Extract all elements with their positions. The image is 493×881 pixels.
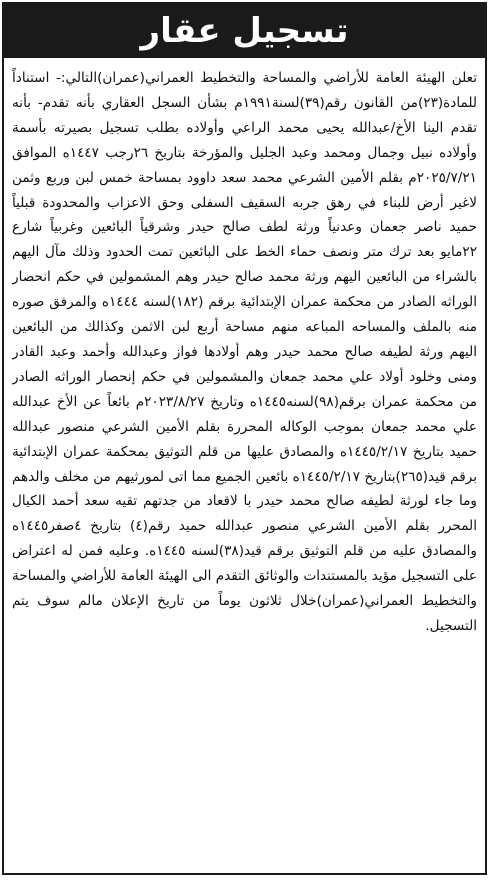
notice-body: تعلن الهيئة العامة للأراضي والمساحة والتخطيط العمراني(عمران)التالي:- استناداً للمادة(٢٣)من القانون رقم(٣٩)لسنة١٩٩١م بشأن السجل العقاري بأنه تقدم- بأنه تقدم الينا الأخ/عبدالله يحيى محمد الراعي وأولاده بطلب تسجيل بصيرته بأسمة وأولاده نبيل وجمال ومحمد وعبد الجليل والمؤرخة بتاريخ ٢٦رجب ١٤٤٧ه الموافق ٢٠٢٥/٧/٢١م بقلم الأمين الشرعي محمد سعد داوود بمساحة خمس لبن وربع وثمن لاغير أرض للبناء في رهق جربه السقيف السفلى وحق الاعزاب والمحدودة قبلياً حميد ناصر جعمان وعدنياً ورثة لطف صالح حيدر وشرقياً البائعين وغربياً شارع ٢٢مايو بعد ترك متر ونصف حماء الخط على البائعين تمت الحدود وذلك مآل اليهم بالشراء من البائعين اليهم ورثة محمد صالح حيدر وهم المشمولين في حكم انحصار الوراثه الصادر من محكمة عمران الإبتدائية برقم (١٨٢)لسنه ١٤٤٤ه والمرفق صوره منه بالملف والمساحه المباعه منهم مساحة أربع لبن الاثمن وكذالك من البائعين اليهم ورثة لطيفه صالح محمد حيدر وهم أولادها فواز وعبدالله وأحمد وعبد القادر ومنى وخلود أولاد علي محمد جمعان والمشمولين في حكم إنحصار الوراثه الصادر من محكمة عمران برقم(٩٨)لسنه١٤٤٥ه وتاريخ ٢٠٢٣/٨/٢٧م بائعاً عن الأخ عبدالله علي محمد جمعان بموجب الوكاله المحررة بقلم الأمين الشرعي منصور عبدالله حميد بتاريخ ١٤٤٥/٢/١٧ه والمصادق عليها من قلم التوثيق بمحكمة عمران الإبتدائية برقم قيد(٢٦٥)بتاريخ ١٤٤٥/٢/١٧ه بائعين الجميع مما اتى لمورثيهم من مخلف والدهم وما جاء لورثة لطيفه صالح محمد حيدر با لاقعاد من جدتهم تقيه سعد أحمد الكيال المحرر بقلم الأمين الشرعي منصور عبدالله حميد رقم(٤) بتاريخ ٤صفر١٤٤٥ه والمصادق عليه من قلم التوثيق برقم قيد(٣٨)لسنه ١٤٤٥ه. وعليه فمن له اعتراض على التسجيل مؤيد بالمستندات والوثائق التقدم الى الهيئة العامة للأراضي والمساحة والتخطيط العمراني(عمران)خلال ثلاثون يوماً من تاريخ الإعلان مالم سوف يتم التسجيل. <box>12 70 477 634</box>
notice-frame <box>2 2 487 875</box>
title-banner <box>4 4 485 58</box>
notice-title: تسجيل عقار <box>140 11 349 51</box>
